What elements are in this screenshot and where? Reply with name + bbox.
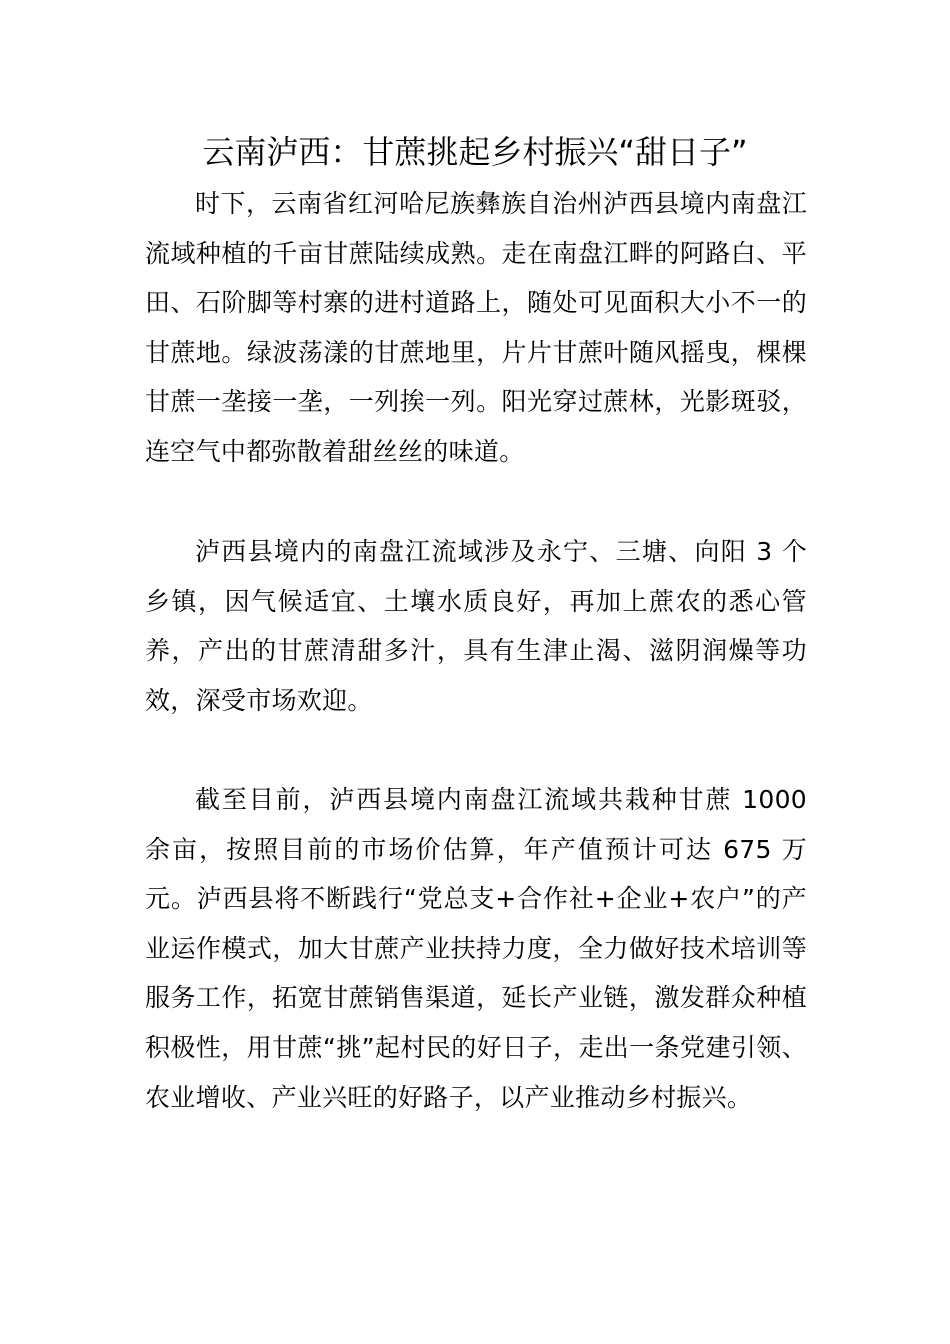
article-title: 云南泸西：甘蔗挑起乡村振兴“甜日子” [202, 133, 748, 171]
article-paragraph-3: 截至目前，泸西县境内南盘江流域共栽种甘蔗 1000 余亩，按照目前的市场价估算，年产值预计可达 675 万元。泸西县将不断践行“党总支+合作社+企业+农户”的产业运作模式，加大甘蔗产业扶持力度，全力做好技术培训等服务工作，拓宽甘蔗销售渠道，延长产业链，激发群众种植积极性，用甘蔗“挑”起村民的好日子，走出一条党建引领、农业增收、产业兴旺的好路子，以产业推动乡村振兴。 [145, 785, 807, 1112]
article-paragraph-2: 泸西县境内的南盘江流域涉及永宁、三塘、向阳 3 个乡镇，因气候适宜、土壤水质良好，再加上蔗农的悉心管养，产出的甘蔗清甜多汁，具有生津止渴、滋阴润燥等功效，深受市场欢迎。 [145, 537, 807, 715]
article-paragraph-1: 时下，云南省红河哈尼族彝族自治州泸西县境内南盘江流域种植的千亩甘蔗陆续成熟。走在南盘江畔的阿路白、平田、石阶脚等村寨的进村道路上，随处可见面积大小不一的甘蔗地。绿波荡漾的甘蔗地里，片片甘蔗叶随风摇曳，棵棵甘蔗一垄接一垄，一列挨一列。阳光穿过蔗林，光影斑驳，连空气中都弥散着甜丝丝的味道。 [145, 189, 807, 466]
